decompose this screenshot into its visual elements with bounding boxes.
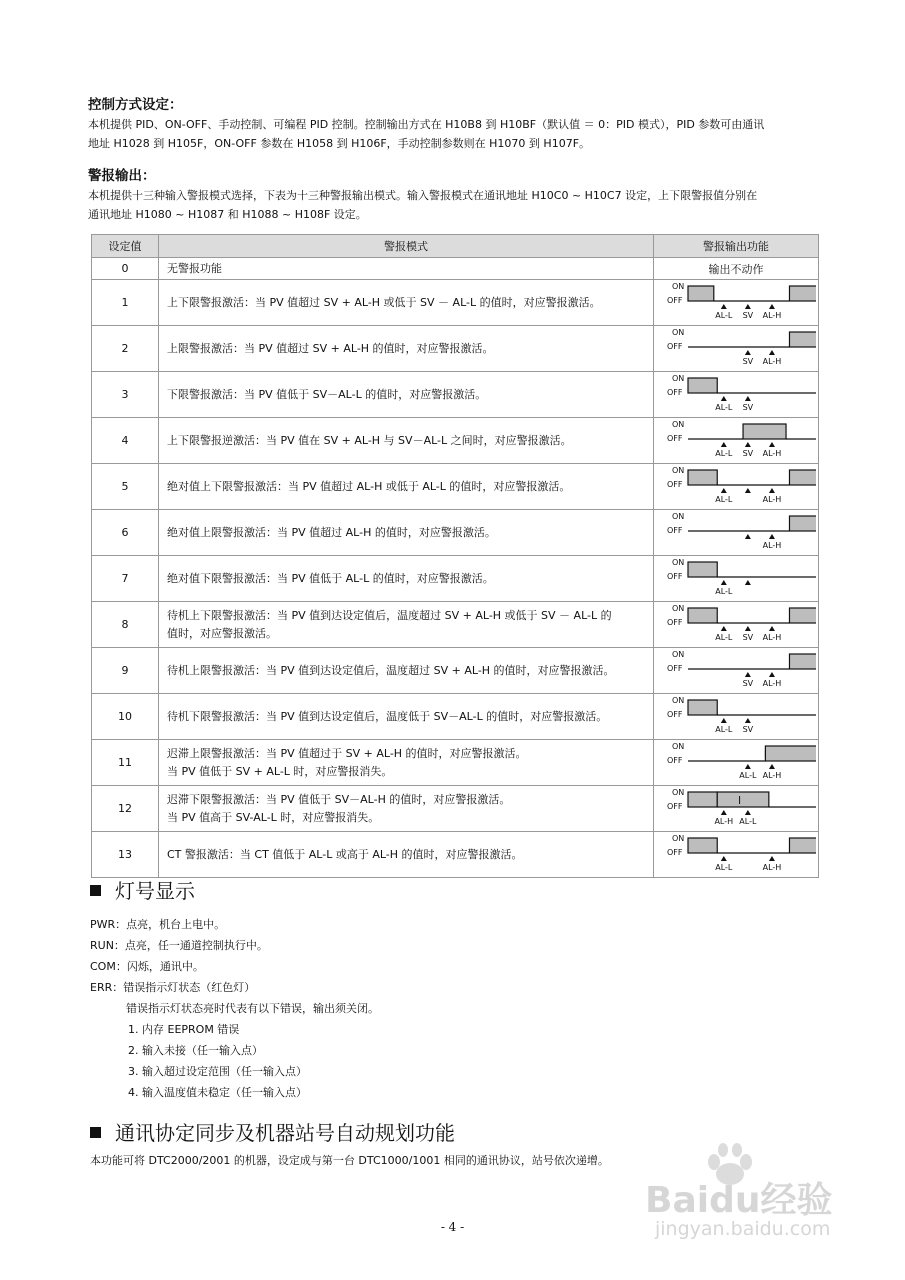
- alarm-waveform: [656, 280, 816, 322]
- alarm-output-figure: [654, 280, 819, 326]
- comm-section-heading: [90, 1117, 455, 1146]
- row-desc: [159, 510, 654, 556]
- fig-marker-label: AL-L: [739, 771, 757, 780]
- fig-on-label: ON: [672, 696, 685, 705]
- alarm-output-figure: [654, 648, 819, 694]
- row-desc: 无警报功能: [159, 258, 654, 280]
- watermark-url: jingyan.baidu.com: [655, 1218, 831, 1240]
- alarm-output-figure: [654, 740, 819, 786]
- row-desc: [159, 786, 654, 832]
- row-desc: [159, 832, 654, 878]
- row-code: 6: [92, 510, 159, 556]
- fig-on-label: ON: [672, 466, 685, 475]
- fig-marker-label: AL-L: [715, 449, 733, 458]
- table-row: [92, 602, 819, 648]
- fig-on-label: ON: [672, 742, 685, 751]
- triangle-marker-icon: [745, 718, 751, 723]
- page-number: - 4 -: [440, 1220, 465, 1234]
- fig-marker-label: AL-L: [715, 633, 733, 642]
- fig-on-region: [789, 838, 816, 853]
- row-code: 4: [92, 418, 159, 464]
- table-row: [92, 694, 819, 740]
- triangle-marker-icon: [769, 488, 775, 493]
- fig-off-label: OFF: [667, 802, 683, 811]
- fig-marker-label: AL-H: [762, 633, 782, 642]
- row-desc-line: CT 警报激活：当 CT 值低于 AL-L 或高于 AL-H 的值时，对应警报激活。: [167, 847, 523, 861]
- row-desc: [159, 602, 654, 648]
- row-desc-line: 当 PV 值低于 SV + AL-L 时，对应警报消失。: [167, 764, 393, 778]
- row-desc: [159, 694, 654, 740]
- fig-off-label: OFF: [667, 848, 683, 857]
- alarm-output-figure: [654, 464, 819, 510]
- header-mode: 警报模式: [159, 235, 654, 258]
- triangle-marker-icon: [769, 350, 775, 355]
- fig-marker-label: SV: [742, 679, 754, 688]
- fig-on-label: ON: [672, 788, 685, 797]
- led-item-run: RUN：点亮，任一通道控制执行中。: [90, 939, 268, 952]
- fig-off-label: OFF: [667, 756, 683, 765]
- fig-off-label: OFF: [667, 434, 683, 443]
- square-bullet-icon: [90, 885, 101, 896]
- fig-marker-label: SV: [742, 403, 754, 412]
- alarm-line-1: 本机提供十三种输入警报模式选择，下表为十三种警报输出模式。输入警报模式在通讯地址 H10C0 ~ H10C7 设定，上下限警报值分别在: [88, 189, 758, 202]
- table-row: [92, 280, 819, 326]
- row-desc: [159, 418, 654, 464]
- alarm-waveform: [656, 694, 816, 736]
- fig-marker-label: AL-H: [762, 311, 782, 320]
- table-row: [92, 556, 819, 602]
- fig-on-region: [688, 608, 717, 623]
- row-desc: [159, 372, 654, 418]
- triangle-marker-icon: [769, 764, 775, 769]
- fig-marker-label: SV: [742, 357, 754, 366]
- led-heading-text: 灯号显示: [115, 879, 195, 903]
- row-desc: [159, 326, 654, 372]
- triangle-marker-icon: [769, 856, 775, 861]
- fig-marker-label: AL-L: [715, 311, 733, 320]
- fig-marker-label: AL-H: [714, 817, 734, 826]
- table-row: [92, 258, 819, 280]
- alarm-output-figure: [654, 602, 819, 648]
- row-code: 13: [92, 832, 159, 878]
- row-desc-line: 绝对值上下限警报激活：当 PV 值超过 AL-H 或低于 AL-L 的值时，对应警报激活。: [167, 479, 571, 493]
- row-code: 3: [92, 372, 159, 418]
- fig-marker-label: AL-L: [715, 863, 733, 872]
- fig-on-label: ON: [672, 604, 685, 613]
- fig-marker-label: AL-H: [762, 541, 782, 550]
- row-desc-line: 值时，对应警报激活。: [167, 626, 277, 640]
- led-item-com: COM：闪烁，通讯中。: [90, 960, 204, 973]
- header-code: 设定值: [92, 235, 159, 258]
- alarm-output-figure: [654, 832, 819, 878]
- row-code: 12: [92, 786, 159, 832]
- fig-off-label: OFF: [667, 710, 683, 719]
- fig-marker-label: AL-H: [762, 771, 782, 780]
- alarm-output-figure: [654, 372, 819, 418]
- fig-on-label: ON: [672, 282, 685, 291]
- alarm-waveform: [656, 556, 816, 598]
- row-code: 10: [92, 694, 159, 740]
- row-code: 1: [92, 280, 159, 326]
- fig-on-region: [789, 608, 816, 623]
- err-item: 2. 输入未接（任一输入点）: [128, 1044, 263, 1057]
- alarm-waveform: [656, 602, 816, 644]
- triangle-marker-icon: [745, 764, 751, 769]
- led-item-pwr: PWR：点亮，机台上电中。: [90, 918, 226, 931]
- fig-on-region: [789, 470, 816, 485]
- fig-off-label: OFF: [667, 342, 683, 351]
- fig-off-label: OFF: [667, 388, 683, 397]
- triangle-marker-icon: [721, 626, 727, 631]
- fig-on-label: ON: [672, 512, 685, 521]
- triangle-marker-icon: [721, 718, 727, 723]
- alarm-waveform: [656, 510, 816, 552]
- row-desc-line: 上下限警报逆激活：当 PV 值在 SV + AL-H 与 SV－AL-L 之间时，对应警报激活。: [167, 433, 572, 447]
- fig-on-label: ON: [672, 558, 685, 567]
- row-desc: [159, 464, 654, 510]
- triangle-marker-icon: [721, 396, 727, 401]
- fig-off-label: OFF: [667, 618, 683, 627]
- led-list: [90, 914, 379, 1103]
- header-output: 警报输出功能: [654, 235, 819, 258]
- row-desc-line: 下限警报激活：当 PV 值低于 SV－AL-L 的值时，对应警报激活。: [167, 387, 487, 401]
- triangle-marker-icon: [745, 534, 751, 539]
- table-row: [92, 648, 819, 694]
- row-desc-line: 待机上限警报激活：当 PV 值到达设定值后，温度超过 SV + AL-H 的值时，对应警报激活。: [167, 663, 615, 677]
- fig-off-label: OFF: [667, 664, 683, 673]
- fig-marker-label: AL-H: [762, 863, 782, 872]
- alarm-waveform: [656, 326, 816, 368]
- triangle-marker-icon: [769, 672, 775, 677]
- fig-marker-label: AL-L: [715, 403, 733, 412]
- row-desc-line: 上限警报激活：当 PV 值超过 SV + AL-H 的值时，对应警报激活。: [167, 341, 494, 355]
- table-row: [92, 832, 819, 878]
- alarm-output-figure: [654, 694, 819, 740]
- fig-on-region: [789, 286, 816, 301]
- fig-on-region: [743, 424, 786, 439]
- err-item: 1. 内存 EEPROM 错误: [128, 1023, 240, 1036]
- row-code: 7: [92, 556, 159, 602]
- triangle-marker-icon: [745, 672, 751, 677]
- row-desc-line: 上下限警报激活：当 PV 值超过 SV + AL-H 或低于 SV － AL-L 的值时，对应警报激活。: [167, 295, 601, 309]
- fig-on-region: [789, 654, 816, 669]
- led-section-heading: [90, 875, 195, 904]
- alarm-waveform: [656, 648, 816, 690]
- alarm-heading: 警报输出：: [88, 168, 156, 184]
- row-desc: [159, 280, 654, 326]
- table-row: [92, 786, 819, 832]
- row-code: 0: [92, 258, 159, 280]
- table-header-row: [92, 235, 819, 258]
- table-row: [92, 464, 819, 510]
- fig-on-region: [688, 470, 717, 485]
- triangle-marker-icon: [721, 442, 727, 447]
- row-code: 9: [92, 648, 159, 694]
- alarm-waveform: [656, 464, 816, 506]
- alarm-output-figure: [654, 510, 819, 556]
- fig-off-label: OFF: [667, 572, 683, 581]
- table-row: [92, 418, 819, 464]
- triangle-marker-icon: [721, 856, 727, 861]
- comm-text: 本功能可将 DTC2000/2001 的机器，设定成与第一台 DTC1000/1001 相同的通讯协议，站号依次递增。: [90, 1154, 609, 1167]
- comm-heading-text: 通讯协定同步及机器站号自动规划功能: [115, 1121, 455, 1145]
- fig-marker-label: AL-L: [739, 817, 757, 826]
- triangle-marker-icon: [745, 442, 751, 447]
- alarm-output-figure: [654, 326, 819, 372]
- fig-marker-label: AL-H: [762, 495, 782, 504]
- alarm-waveform: [656, 740, 816, 782]
- fig-marker-label: SV: [742, 633, 754, 642]
- row-code: 11: [92, 740, 159, 786]
- table-row: [92, 326, 819, 372]
- fig-marker-label: SV: [742, 725, 754, 734]
- triangle-marker-icon: [769, 626, 775, 631]
- fig-on-label: ON: [672, 328, 685, 337]
- fig-marker-label: AL-H: [762, 357, 782, 366]
- fig-off-label: OFF: [667, 526, 683, 535]
- fig-on-region: [688, 792, 717, 807]
- err-item: 3. 输入超过设定范围（任一输入点）: [128, 1065, 307, 1078]
- row-desc-line: 待机上下限警报激活：当 PV 值到达设定值后，温度超过 SV + AL-H 或低于 SV － AL-L 的: [167, 608, 612, 622]
- triangle-marker-icon: [769, 442, 775, 447]
- fig-on-label: ON: [672, 420, 685, 429]
- table-row: [92, 510, 819, 556]
- row-desc: [159, 556, 654, 602]
- control-line-2: 地址 H1028 到 H105F，ON-OFF 参数在 H1058 到 H106F，手动控制参数则在 H1070 到 H107F。: [88, 137, 591, 150]
- alarm-output-figure: [654, 786, 819, 832]
- control-heading: 控制方式设定：: [88, 97, 183, 113]
- row-code: 2: [92, 326, 159, 372]
- fig-on-region: [688, 838, 717, 853]
- alarm-output-figure: [654, 418, 819, 464]
- triangle-marker-icon: [745, 488, 751, 493]
- triangle-marker-icon: [721, 580, 727, 585]
- table-row: [92, 740, 819, 786]
- row-desc: [159, 648, 654, 694]
- fig-on-region: [789, 332, 816, 347]
- watermark-logo: Baidu经验: [645, 1180, 833, 1221]
- table-row: [92, 372, 819, 418]
- alarm-waveform: [656, 832, 816, 874]
- alarm-waveform: [656, 372, 816, 414]
- triangle-marker-icon: [745, 304, 751, 309]
- fig-on-label: ON: [672, 834, 685, 843]
- fig-marker-label: AL-L: [715, 587, 733, 596]
- row-desc-line: 待机下限警报激活：当 PV 值到达设定值后，温度低于 SV－AL-L 的值时，对应警报激活。: [167, 709, 608, 723]
- led-item-err: ERR：错误指示灯状态（红色灯）: [90, 981, 256, 994]
- row-desc-line: 绝对值下限警报激活：当 PV 值低于 AL-L 的值时，对应警报激活。: [167, 571, 494, 585]
- square-bullet-icon: [90, 1127, 101, 1138]
- row-desc-line: 当 PV 值高于 SV-AL-L 时，对应警报消失。: [167, 810, 380, 824]
- triangle-marker-icon: [745, 350, 751, 355]
- fig-on-region: [789, 516, 816, 531]
- control-line-1: 本机提供 PID、ON-OFF、手动控制、可编程 PID 控制。控制输出方式在 H10B8 到 H10BF（默认值 ＝ 0：PID 模式），PID 参数可由通讯: [88, 118, 765, 131]
- alarm-waveform: [656, 418, 816, 460]
- triangle-marker-icon: [745, 396, 751, 401]
- fig-on-region: [688, 700, 717, 715]
- fig-marker-label: AL-L: [715, 725, 733, 734]
- fig-on-region: [688, 378, 717, 393]
- err-item: 4. 输入温度值未稳定（任一输入点）: [128, 1086, 307, 1099]
- row-desc: [159, 740, 654, 786]
- err-note: 错误指示灯状态亮时代表有以下错误，输出须关闭。: [126, 1002, 379, 1015]
- fig-off-label: OFF: [667, 296, 683, 305]
- alarm-output-figure: [654, 556, 819, 602]
- fig-marker-label: AL-L: [715, 495, 733, 504]
- row-code: 8: [92, 602, 159, 648]
- fig-on-region: [765, 746, 816, 761]
- alarm-text: [88, 186, 757, 224]
- row-code: 5: [92, 464, 159, 510]
- row-desc-line: 绝对值上限警报激活：当 PV 值超过 AL-H 的值时，对应警报激活。: [167, 525, 496, 539]
- triangle-marker-icon: [721, 810, 727, 815]
- triangle-marker-icon: [721, 488, 727, 493]
- fig-on-label: ON: [672, 374, 685, 383]
- control-text: [88, 115, 764, 153]
- triangle-marker-icon: [745, 626, 751, 631]
- alarm-waveform: [656, 786, 816, 828]
- alarm-table: [91, 234, 819, 878]
- fig-on-label: ON: [672, 650, 685, 659]
- fig-marker-label: SV: [742, 311, 754, 320]
- triangle-marker-icon: [745, 580, 751, 585]
- triangle-marker-icon: [769, 534, 775, 539]
- fig-marker-label: AL-H: [762, 679, 782, 688]
- triangle-marker-icon: [769, 304, 775, 309]
- row-output: 输出不动作: [654, 258, 819, 280]
- row-desc-line: 迟滞上限警报激活：当 PV 值超过于 SV + AL-H 的值时，对应警报激活。: [167, 746, 527, 760]
- fig-off-label: OFF: [667, 480, 683, 489]
- fig-on-region: [717, 792, 769, 807]
- triangle-marker-icon: [721, 304, 727, 309]
- triangle-marker-icon: [745, 810, 751, 815]
- row-desc-line: 迟滞下限警报激活：当 PV 值低于 SV－AL-H 的值时，对应警报激活。: [167, 792, 511, 806]
- fig-on-region: [688, 562, 717, 577]
- fig-on-region: [688, 286, 714, 301]
- fig-marker-label: AL-H: [762, 449, 782, 458]
- alarm-line-2: 通讯地址 H1080 ~ H1087 和 H1088 ~ H108F 设定。: [88, 208, 367, 221]
- fig-marker-label: SV: [742, 449, 754, 458]
